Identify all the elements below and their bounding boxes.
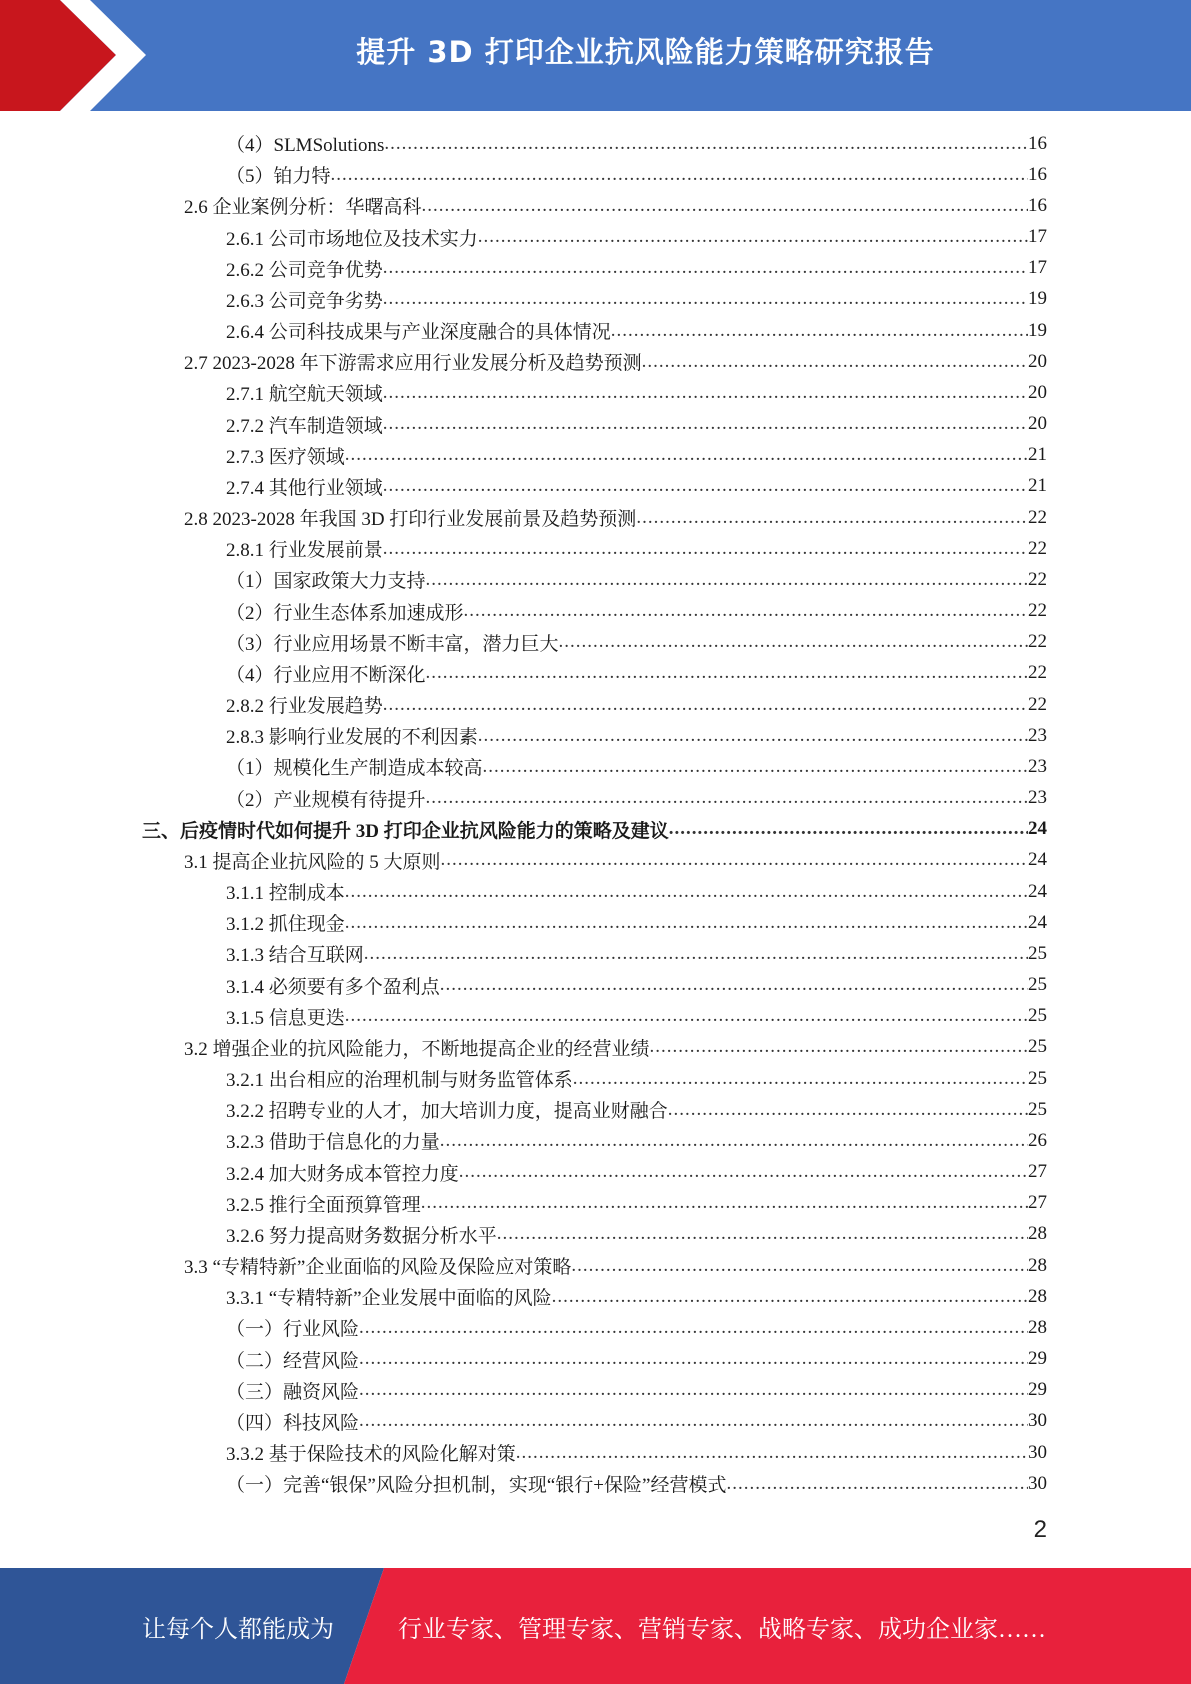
toc-entry-label: 3.1.5 信息更迭 <box>226 1007 345 1029</box>
toc-entry-page: 20 <box>1028 413 1047 435</box>
toc-entry-page: 30 <box>1028 1472 1047 1494</box>
toc-entry-page: 20 <box>1028 381 1047 403</box>
toc-entry-label: （三）融资风险 <box>226 1381 360 1403</box>
toc-entry-page: 20 <box>1028 350 1047 372</box>
toc-entry-page: 17 <box>1028 257 1047 279</box>
toc-leader-dots <box>383 475 1028 497</box>
toc-entry-label: 3.3 “专精特新”企业面临的风险及保险应对策略 <box>184 1257 572 1279</box>
toc-leader-dots <box>726 1473 1028 1495</box>
toc-entry-label: （3）行业应用场景不断丰富，潜力巨大 <box>226 633 559 655</box>
toc-entry[interactable] <box>226 564 1047 595</box>
toc-entry-page: 26 <box>1028 1129 1047 1151</box>
toc-entry[interactable] <box>226 128 1047 159</box>
toc-entry-page: 22 <box>1028 662 1047 684</box>
toc-entry[interactable] <box>226 1437 1047 1468</box>
toc-entry-page: 24 <box>1028 849 1047 871</box>
toc-entry[interactable] <box>226 876 1047 907</box>
toc-entry-page: 29 <box>1028 1379 1047 1401</box>
toc-leader-dots <box>441 849 1028 871</box>
toc-leader-dots <box>552 1286 1028 1308</box>
toc-leader-dots <box>559 631 1028 653</box>
toc-leader-dots <box>426 662 1028 684</box>
toc-entry[interactable] <box>226 1375 1047 1406</box>
toc-leader-dots <box>478 226 1028 248</box>
toc-entry[interactable] <box>226 253 1047 284</box>
toc-leader-dots <box>440 974 1028 996</box>
toc-entry[interactable] <box>226 689 1047 720</box>
footer-slogan-left: 让每个人都能成为 <box>142 1616 334 1643</box>
toc-leader-dots <box>573 1068 1028 1090</box>
toc-leader-dots <box>383 382 1028 404</box>
toc-leader-dots <box>345 881 1028 903</box>
toc-leader-dots <box>383 257 1028 279</box>
toc-entry-page: 21 <box>1028 444 1047 466</box>
toc-leader-dots <box>426 569 1028 591</box>
toc-entry-page: 25 <box>1028 1005 1047 1027</box>
toc-entry-label: 2.6.4 公司科技成果与产业深度融合的具体情况 <box>226 322 611 344</box>
toc-entry-label: （4）SLMSolutions <box>226 135 385 156</box>
toc-entry-label: 2.7.1 航空航天领域 <box>226 384 383 406</box>
toc-entry-label: 3.3.2 基于保险技术的风险化解对策 <box>226 1444 516 1466</box>
toc-entry[interactable] <box>184 190 1047 221</box>
toc-leader-dots <box>642 351 1028 373</box>
toc-entry-page: 24 <box>1028 911 1047 933</box>
toc-entry-label: 2.7.4 其他行业领域 <box>226 477 383 499</box>
toc-leader-dots <box>516 1442 1028 1464</box>
toc-entry-page: 27 <box>1028 1192 1047 1214</box>
toc-leader-dots <box>345 444 1028 466</box>
toc-entry-label: （5）铂力特 <box>226 166 331 188</box>
toc-entry-label: （四）科技风险 <box>226 1412 360 1434</box>
toc-entry-label: 3.2.5 推行全面预算管理 <box>226 1194 421 1216</box>
toc-entry[interactable] <box>226 377 1047 408</box>
toc-entry[interactable] <box>226 222 1047 253</box>
toc-entry-page: 24 <box>1028 818 1047 840</box>
toc-leader-dots <box>359 1379 1028 1401</box>
toc-entry-label: 3.1.2 抓住现金 <box>226 914 345 936</box>
toc-leader-dots <box>636 507 1028 529</box>
toc-entry-page: 16 <box>1028 163 1047 185</box>
toc-leader-dots <box>345 912 1028 934</box>
toc-entry-label: （2）产业规模有待提升 <box>226 789 426 811</box>
toc-entry-page: 22 <box>1028 506 1047 528</box>
toc-entry-label: 2.8.2 行业发展趋势 <box>226 696 383 718</box>
page-number: 2 <box>1033 1516 1047 1543</box>
toc-entry-page: 30 <box>1028 1441 1047 1463</box>
toc-leader-dots <box>478 725 1028 747</box>
toc-entry-label: 2.6.2 公司竞争优势 <box>226 259 383 281</box>
toc-entry-page: 22 <box>1028 600 1047 622</box>
toc-entry-page: 23 <box>1028 787 1047 809</box>
toc-entry-page: 25 <box>1028 1036 1047 1058</box>
toc-entry[interactable] <box>226 315 1047 346</box>
toc-entry[interactable] <box>226 1344 1047 1375</box>
toc-leader-dots <box>669 818 1028 840</box>
toc-leader-dots <box>497 1223 1028 1245</box>
toc-entry-page: 22 <box>1028 631 1047 653</box>
toc-entry-label: 3.2.6 努力提高财务数据分析水平 <box>226 1225 497 1247</box>
toc-entry-page: 25 <box>1028 942 1047 964</box>
toc-entry[interactable] <box>226 1281 1047 1312</box>
toc-leader-dots <box>611 320 1028 342</box>
toc-entry-page: 16 <box>1028 194 1047 216</box>
toc-entry-label: 2.6.3 公司竞争劣势 <box>226 290 383 312</box>
toc-entry-label: （1）国家政策大力支持 <box>226 571 426 593</box>
toc-entry-page: 28 <box>1028 1285 1047 1307</box>
toc-entry-label: 3.1.4 必须要有多个盈利点 <box>226 976 440 998</box>
toc-leader-dots <box>359 1317 1028 1339</box>
toc-entry-page: 28 <box>1028 1316 1047 1338</box>
toc-entry[interactable] <box>226 533 1047 564</box>
toc-entry-page: 23 <box>1028 755 1047 777</box>
toc-entry[interactable] <box>226 1063 1047 1094</box>
toc-entry[interactable] <box>226 159 1047 190</box>
toc-entry-page: 28 <box>1028 1223 1047 1245</box>
toc-entry[interactable] <box>226 440 1047 471</box>
toc-entry-label: 2.7.3 医疗领域 <box>226 446 345 468</box>
toc-entry[interactable] <box>226 1125 1047 1156</box>
toc-leader-dots <box>571 1255 1028 1277</box>
toc-entry[interactable] <box>184 502 1047 533</box>
toc-entry[interactable] <box>226 1094 1047 1125</box>
toc-entry-page: 21 <box>1028 475 1047 497</box>
toc-entry-label: 2.6 企业案例分析：华曙高科 <box>184 197 422 219</box>
toc-entry-label: 2.8 2023-2028 年我国 3D 打印行业发展前景及趋势预测 <box>184 509 637 531</box>
toc-leader-dots <box>383 694 1028 716</box>
toc-entry[interactable] <box>226 1219 1047 1250</box>
toc-entry-page: 24 <box>1028 880 1047 902</box>
toc-entry-page: 23 <box>1028 724 1047 746</box>
toc-entry-label: 2.6.1 公司市场地位及技术实力 <box>226 228 478 250</box>
toc-entry-label: 2.7 2023-2028 年下游需求应用行业发展分析及趋势预测 <box>184 353 642 375</box>
toc-leader-dots <box>483 756 1028 778</box>
toc-entry-label: 2.8.1 行业发展前景 <box>226 540 383 562</box>
toc-entry[interactable] <box>226 1188 1047 1219</box>
toc-entry-label: （一）完善“银保”风险分担机制，实现“银行+保险”经营模式 <box>226 1475 727 1497</box>
toc-entry[interactable] <box>226 1406 1047 1437</box>
toc-leader-dots <box>650 1036 1028 1058</box>
toc-leader-dots <box>459 1161 1028 1183</box>
toc-leader-dots <box>440 1130 1028 1152</box>
toc-leader-dots <box>359 1348 1028 1370</box>
toc-entry-page: 17 <box>1028 226 1047 247</box>
toc-entry[interactable] <box>226 284 1047 315</box>
toc-entry[interactable] <box>142 814 1047 845</box>
toc-entry[interactable] <box>226 596 1047 627</box>
toc-entry[interactable] <box>226 471 1047 502</box>
toc-entry-page: 22 <box>1028 537 1047 559</box>
toc-entry-page: 22 <box>1028 568 1047 590</box>
toc-entry-label: 2.7.2 汽车制造领域 <box>226 415 383 437</box>
toc-entry[interactable] <box>226 938 1047 969</box>
toc-entry-label: （二）经营风险 <box>226 1350 360 1372</box>
toc-entry-page: 25 <box>1028 974 1047 996</box>
toc-leader-dots <box>384 133 1028 155</box>
toc-entry[interactable] <box>226 409 1047 440</box>
toc-entry-label: 3.1 提高企业抗风险的 5 大原则 <box>184 851 441 873</box>
toc-entry-label: 3.2.1 出台相应的治理机制与财务监管体系 <box>226 1070 573 1092</box>
toc-leader-dots <box>668 1099 1028 1121</box>
toc-leader-dots <box>422 195 1028 217</box>
toc-entry-page: 22 <box>1028 693 1047 715</box>
toc-entry-label: 三、后疫情时代如何提升 3D 打印企业抗风险能力的策略及建议 <box>142 820 669 842</box>
toc-entry-page: 19 <box>1028 319 1047 341</box>
toc-entry[interactable] <box>184 1032 1047 1063</box>
page-footer <box>0 1568 1191 1684</box>
toc-entry-label: （2）行业生态体系加速成形 <box>226 602 464 624</box>
toc-entry-label: 3.2.4 加大财务成本管控力度 <box>226 1163 459 1185</box>
toc-entry[interactable] <box>226 1001 1047 1032</box>
toc-entry-label: 3.2 增强企业的抗风险能力，不断地提高企业的经营业绩 <box>184 1038 650 1060</box>
toc-entry-label: 3.1.1 控制成本 <box>226 883 345 905</box>
toc-entry-label: 3.2.2 招聘专业的人才，加大培训力度，提高业财融合 <box>226 1101 668 1123</box>
toc-entry[interactable] <box>226 1157 1047 1188</box>
toc-entry-label: 3.1.3 结合互联网 <box>226 945 364 967</box>
toc-entry-page: 28 <box>1028 1254 1047 1276</box>
header-chevron-decoration <box>0 0 160 111</box>
toc-entry-page: 30 <box>1028 1410 1047 1432</box>
toc-leader-dots <box>383 538 1028 560</box>
toc-entry[interactable] <box>184 346 1047 377</box>
toc-leader-dots <box>464 600 1028 622</box>
toc-leader-dots <box>359 1410 1028 1432</box>
toc-entry-page: 29 <box>1028 1348 1047 1370</box>
toc-entry-label: 3.3.1 “专精特新”企业发展中面临的风险 <box>226 1288 552 1310</box>
footer-slogan-right: 行业专家、管理专家、营销专家、战略专家、成功企业家…… <box>398 1616 1046 1643</box>
toc-entry-page: 25 <box>1028 1098 1047 1120</box>
toc-entry-label: （1）规模化生产制造成本较高 <box>226 758 483 780</box>
toc-entry-page: 25 <box>1028 1067 1047 1089</box>
toc-entry[interactable] <box>226 907 1047 938</box>
toc-entry-label: 2.8.3 影响行业发展的不利因素 <box>226 727 478 749</box>
toc-leader-dots <box>345 1005 1028 1027</box>
toc-leader-dots <box>383 413 1028 435</box>
page-header <box>0 0 1191 111</box>
toc-entry[interactable] <box>226 1312 1047 1343</box>
toc-entry-label: 3.2.3 借助于信息化的力量 <box>226 1132 440 1154</box>
toc-entry[interactable] <box>226 783 1047 814</box>
report-title: 提升 3D 打印企业抗风险能力策略研究报告 <box>356 34 935 69</box>
toc-leader-dots <box>421 1192 1028 1214</box>
toc-entry-page: 27 <box>1028 1161 1047 1183</box>
toc-entry[interactable] <box>226 720 1047 751</box>
toc-entry[interactable] <box>226 970 1047 1001</box>
toc-entry-page: 19 <box>1028 288 1047 310</box>
toc-leader-dots <box>364 943 1028 965</box>
toc-entry-label: （4）行业应用不断深化 <box>226 664 426 686</box>
toc-entry-page: 16 <box>1028 132 1047 154</box>
toc-entry[interactable] <box>184 845 1047 876</box>
toc-entry[interactable] <box>226 751 1047 782</box>
toc-entry[interactable] <box>226 658 1047 689</box>
toc-entry[interactable] <box>226 627 1047 658</box>
toc-leader-dots <box>331 164 1028 186</box>
toc-entry[interactable] <box>226 1468 1047 1499</box>
toc-entry-label: （一）行业风险 <box>226 1319 360 1341</box>
toc-entry[interactable] <box>184 1250 1047 1281</box>
toc-leader-dots <box>426 787 1028 809</box>
toc-leader-dots <box>383 288 1028 310</box>
